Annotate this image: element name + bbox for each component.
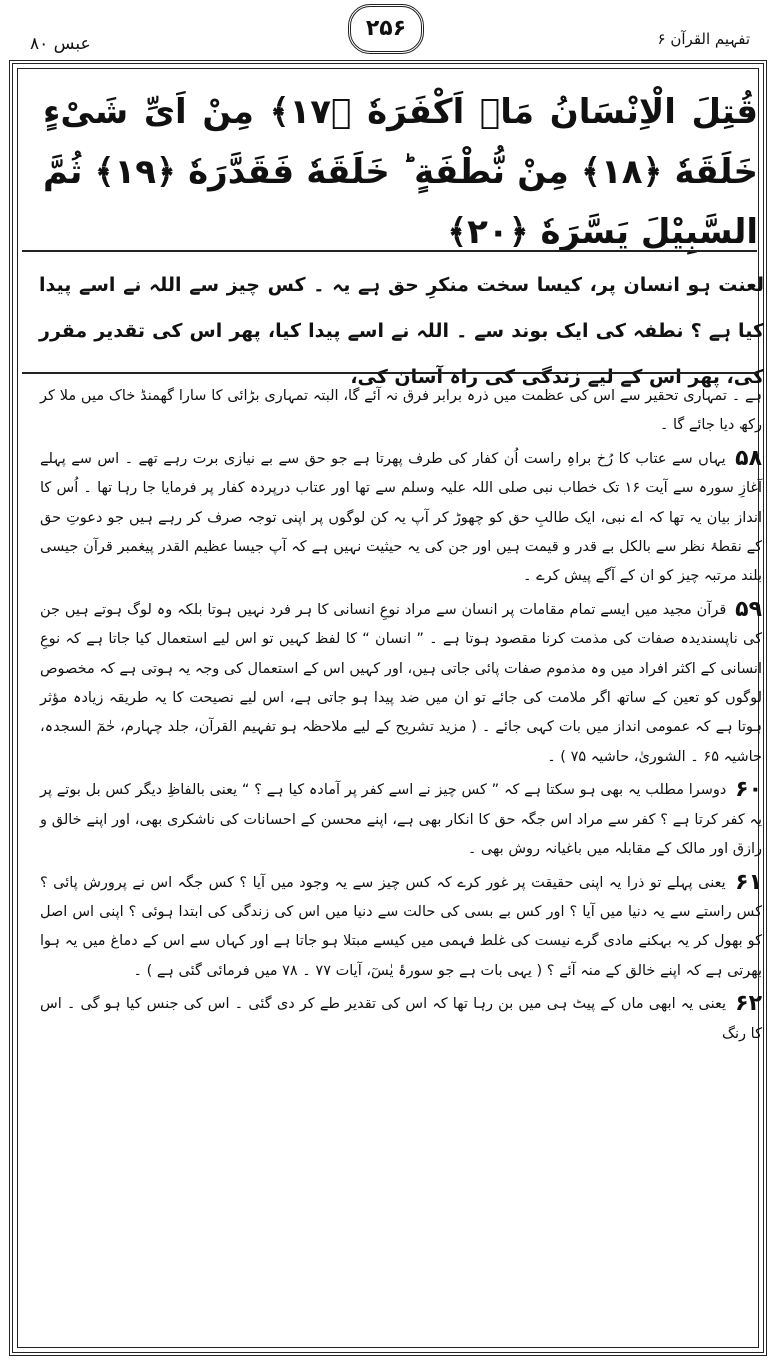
footnote-59 [40, 595, 762, 772]
footnote-continuation [40, 382, 762, 441]
footnote-number: ۶۲ [735, 991, 762, 1017]
footnote-text: قرآن مجید میں ایسے تمام مقامات پر انسان سے مراد نوعِ انسانی کا ہر فرد نہیں ہوتا بلکہ وہ لوگ ہوتے ہیں جن کی ناپسندیدہ صفات کی مذمت کرنا مقصود ہوتا ہے ۔ ” انسان “ کا لفظ کہیں تو اس لیے استعمال کیا جاتا ہے کہ نوعِ انسانی کے اکثر افراد میں وہ مذموم صفات پائی جاتی ہیں، اور کہیں اس کے استعمال کی وجہ یہ ہوتی ہے کہ مخصوص لوگوں کو تعین کے ساتھ اگر ملامت کی جائے تو ان میں ضد پیدا ہو جاتی ہے، اس لیے نصیحت کا یہ طریقہ زیادہ مؤثر ہوتا ہے کہ عمومی انداز میں بات کہی جائے ۔ ( مزید تشریح کے لیے ملاحظہ ہو تفہیم القرآن، جلد چہارم، حٰمٓ السجدہ، حاشیہ ۶۵ ۔ الشوریٰ، حاشیہ ۷۵ ) ۔ [40, 601, 762, 765]
footnote-text: دوسرا مطلب یہ بھی ہو سکتا ہے کہ ” کس چیز نے اسے کفر پر آمادہ کیا ہے ؟ “ یعنی بالفاظِ دیگر کس بل بوتے پر یہ کفر کرتا ہے ؟ کفر سے مراد اس جگہ حق کا انکار بھی ہے، اپنے محسن کے احسانات کی ناشکری بھی، اور اپنے خالق و رازق اور مالک کے مقابلہ میں باغیانہ روش بھی ۔ [40, 782, 762, 858]
verse-divider [22, 250, 757, 252]
footnote-text: یعنی پہلے تو ذرا یہ اپنی حقیقت پر غور کرے کہ کس چیز سے یہ وجود میں آیا ؟ کس جگہ اس نے پرورش پائی ؟ کس راستے سے یہ دنیا میں آیا ؟ اور کس بے بسی کی حالت سے دنیا میں اس کی زندگی کی ابتدا ہوئی ؟ اپنی اس اصل کو بھول کر یہ بہکنے مادی گرے نیست کی غلط فہمی میں کیسے مبتلا ہو جاتا ہے اور کہاں سے اس کے دماغ میں یہ ہوا بھرتی ہے کہ اپنے خالق کے منہ آئے ؟ ( یہی بات ہے جو سورۂ یٰسٓ، آیات ۷۷ ۔ ۷۸ میں فرمائی گئی ہے ) ۔ [40, 874, 762, 979]
footnote-text: یعنی یہ ابھی ماں کے پیٹ ہی میں بن رہا تھا کہ اس کی تقدیر طے کر دی گئی ۔ اس کی جنس کیا ہو گی ۔ اس کا رنگ [40, 996, 762, 1042]
footnote-58 [40, 444, 762, 592]
footnote-text: یہاں سے عتاب کا رُخ براہِ راست اُن کفار کی طرف پھرتا ہے جو حق سے بے نیازی برت رہے تھے ۔ اس سے پہلے آغازِ سورہ سے آیت ۱۶ تک خطاب نبی صلی اللہ علیہ وسلم سے تھا اور عتاب درپردہ کفار پر فرمایا جا رہا تھا ۔ اُس کا انداز بیان یہ تھا کہ اے نبی، ایک طالبِ حق کو چھوڑ کر آپ یہ کن لوگوں پر اپنی توجہ صرف کر رہے ہیں جو دعوتِ حق کے نقطۂ نظر سے بالکل بے قدر و قیمت ہیں اور جن کی یہ حیثیت نہیں ہے کہ آپ جیسا عظیم القدر پیغمبر قرآن جیسی بلند مرتبہ چیز کو ان کے آگے پیش کرے ۔ [40, 450, 762, 585]
footnote-number: ۶۱ [735, 869, 763, 895]
page-number: ۲۵۶ [348, 4, 424, 54]
footnotes-section [40, 382, 762, 1052]
footnote-number: ۶۰ [735, 777, 763, 803]
urdu-translation: لعنت ہو انسان پر، کیسا سخت منکرِ حق ہے یہ ۔ کس چیز سے اللہ نے اسے پیدا کیا ہے ؟ نطفہ کی ایک بوند سے ۔ اللہ نے اسے پیدا کیا، پھر اس کی تقدیر مقرر کی، پھر اس کے لیے زندگی کی راہ آسان کی، [39, 274, 764, 388]
notes-divider [22, 372, 757, 374]
footnote-number: ۵۹ [735, 596, 762, 622]
footnote-62 [40, 989, 762, 1049]
book-running-title: تفہیم القرآن ۶ [657, 30, 750, 48]
arabic-verse-text: قُتِلَ الْاِنْسَانُ مَاۤ اَكْفَرَهٗ ﴿۱۷﴾ مِنْ اَیِّ شَیْءٍ خَلَقَهٗ ﴿۱۸﴾ مِنْ نُّطْفَةٍ ؕ خَلَقَهٗ فَقَدَّرَهٗ ﴿۱۹﴾ ثُمَّ السَّبِیْلَ یَسَّرَهٗ ﴿۲۰﴾ [43, 92, 759, 252]
footnote-number: ۵۸ [735, 445, 762, 471]
footnote-text: ہے ۔ تمہاری تحقیر سے اس کی عظمت میں ذرہ برابر فرق نہ آئے گا، البتہ تمہاری بڑائی کا سارا گھمنڈ خاک میں ملا کر رکھ دیا جائے گا ۔ [40, 388, 762, 434]
page-header [0, 0, 784, 58]
footnote-61 [40, 868, 762, 987]
surah-running-title: عبس ۸۰ [30, 34, 91, 54]
footnote-60 [40, 775, 762, 864]
